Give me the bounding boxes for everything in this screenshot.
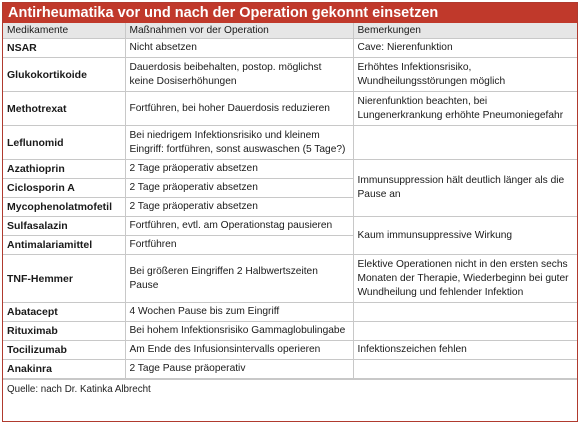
note-cell [353,126,577,160]
source-note: Quelle: nach Dr. Katinka Albrecht [3,379,577,400]
table-row [3,322,577,341]
measure-cell: Fortführen, bei hoher Dauerdosis reduzieren [125,92,353,126]
measure-cell: Bei größeren Eingriffen 2 Halbwertszeiten Pause [125,255,353,303]
table-row [3,341,577,360]
note-cell: Erhöhtes Infektionsrisiko, Wundheilungsstörungen möglich [353,58,577,92]
note-cell: Cave: Nierenfunktion [353,39,577,58]
measure-cell: Dauerdosis beibehalten, postop. möglichst keine Dosiserhöhungen [125,58,353,92]
measure-cell: Am Ende des Infusionsintervalls operieren [125,341,353,360]
header-bemerkungen: Bemerkungen [353,23,577,39]
table-row [3,303,577,322]
med-cell: Sulfasalazin [3,217,125,236]
note-cell: Elektive Operationen nicht in den ersten sechs Monaten der Therapie, Wiederbeginn bei guter Wundheilung und fehlender Infektion [353,255,577,303]
med-cell: Abatacept [3,303,125,322]
measure-cell: 2 Tage präoperativ absetzen [125,198,353,217]
header-row [3,23,577,39]
med-cell: NSAR [3,39,125,58]
med-cell: Glukokortikoide [3,58,125,92]
header-massnahmen: Maßnahmen vor der Operation [125,23,353,39]
note-cell-immunosuppression: Immunsuppression hält deutlich länger als die Pause an [353,160,577,217]
table-row [3,360,577,379]
med-cell: Tocilizumab [3,341,125,360]
note-cell [353,360,577,379]
med-cell: Anakinra [3,360,125,379]
med-cell: Mycophenolatmofetil [3,198,125,217]
table-row [3,160,577,179]
med-cell: Ciclosporin A [3,179,125,198]
table-row [3,126,577,160]
med-cell: Antimalariamittel [3,236,125,255]
note-cell [353,303,577,322]
measure-cell: 2 Tage Pause präoperativ [125,360,353,379]
table-title: Antirheumatika vor und nach der Operation gekonnt einsetzen [3,3,577,23]
antirheumatika-table [3,23,577,379]
measure-cell: Bei niedrigem Infektionsrisiko und kleinem Eingriff: fortführen, sonst auswaschen (5 Tage?) [125,126,353,160]
measure-cell: Fortführen [125,236,353,255]
measure-cell: Fortführen, evtl. am Operationstag pausieren [125,217,353,236]
note-cell: Infektionszeichen fehlen [353,341,577,360]
med-cell: TNF-Hemmer [3,255,125,303]
measure-cell: Nicht absetzen [125,39,353,58]
measure-cell: 2 Tage präoperativ absetzen [125,179,353,198]
table-row [3,217,577,236]
table-row [3,255,577,303]
note-cell-low-immuno: Kaum immunsuppressive Wirkung [353,217,577,255]
med-cell: Methotrexat [3,92,125,126]
note-cell [353,322,577,341]
measure-cell: 2 Tage präoperativ absetzen [125,160,353,179]
med-cell: Azathioprin [3,160,125,179]
table-row [3,39,577,58]
table-row [3,92,577,126]
header-medikamente: Medikamente [3,23,125,39]
measure-cell: 4 Wochen Pause bis zum Eingriff [125,303,353,322]
measure-cell: Bei hohem Infektionsrisiko Gammaglobulingabe [125,322,353,341]
med-cell: Leflunomid [3,126,125,160]
med-cell: Rituximab [3,322,125,341]
note-cell: Nierenfunktion beachten, bei Lungenerkrankung erhöhte Pneumoniegefahr [353,92,577,126]
table-row [3,58,577,92]
table-panel [2,2,578,422]
